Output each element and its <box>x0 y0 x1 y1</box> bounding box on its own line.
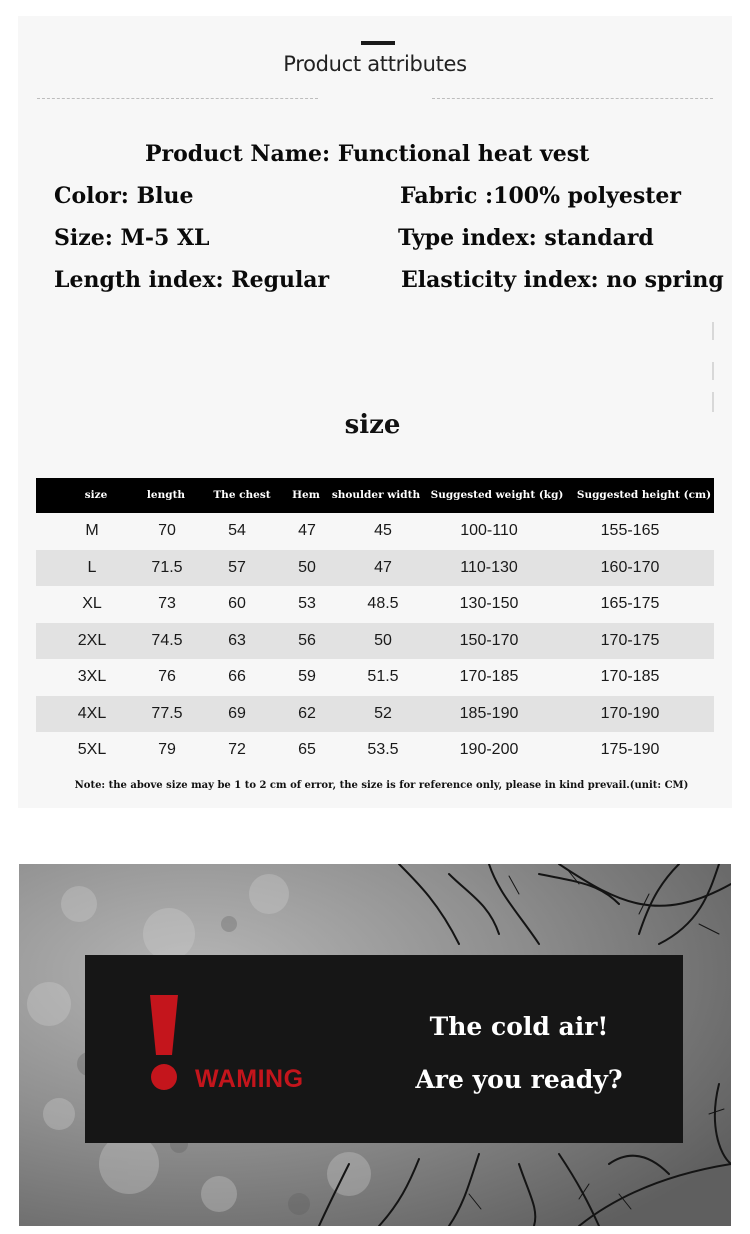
table-cell: 170-190 <box>600 704 660 722</box>
table-cell: 62 <box>298 704 316 722</box>
attr-fabric: Fabric :100% polyester <box>400 183 681 209</box>
table-cell: 52 <box>374 704 392 722</box>
table-row <box>36 586 714 623</box>
banner-subline: Are you ready? <box>415 1065 623 1094</box>
table-cell: 185-190 <box>459 704 519 722</box>
attr-size: Size: M-5 XL <box>54 225 210 251</box>
attr-elasticity-index: Elasticity index: no spring <box>401 267 724 293</box>
table-cell: 51.5 <box>367 668 399 685</box>
table-cell: L <box>87 558 97 576</box>
title-accent-bar <box>361 41 395 45</box>
table-cell: 65 <box>298 741 316 758</box>
table-cell: 175-190 <box>600 741 660 758</box>
table-row <box>36 732 714 769</box>
section-title: Product attributes <box>283 52 467 76</box>
divider-right <box>432 98 713 99</box>
table-cell: 48.5 <box>367 595 399 612</box>
warning-label: WAMING <box>195 1065 304 1093</box>
size-table <box>36 478 714 769</box>
attr-length-index: Length index: Regular <box>54 267 330 293</box>
banner-headline: The cold air! <box>429 1012 609 1041</box>
table-cell: 63 <box>228 631 246 649</box>
table-cell: 69 <box>228 704 246 722</box>
table-cell: 53 <box>298 595 316 612</box>
table-cell: M <box>85 522 99 539</box>
table-cell: 190-200 <box>459 741 519 758</box>
table-cell: 110-130 <box>460 558 518 576</box>
table-row <box>36 513 714 550</box>
table-cell: 130-150 <box>459 595 519 612</box>
table-cell: 79 <box>158 741 176 758</box>
edge-mark <box>712 392 714 412</box>
column-header: size <box>84 489 108 501</box>
edge-mark <box>712 322 714 340</box>
table-cell: 170-185 <box>600 668 660 685</box>
table-cell: 73 <box>158 595 176 612</box>
divider-left <box>37 98 318 99</box>
table-cell: 66 <box>228 668 246 685</box>
table-cell: 165-175 <box>600 595 660 612</box>
column-header: The chest <box>213 489 271 501</box>
table-cell: 45 <box>374 522 392 539</box>
table-row <box>36 623 714 660</box>
size-note: Note: the above size may be 1 to 2 cm of error, the size is for reference only, please in kind prevail.(unit: CM) <box>74 780 689 791</box>
column-header: Suggested height (cm) <box>576 489 712 501</box>
table-cell: 54 <box>228 522 246 539</box>
attr-type-index: Type index: standard <box>398 225 654 251</box>
table-cell: 47 <box>298 522 316 539</box>
column-header: shoulder width <box>331 489 421 501</box>
table-cell: 150-170 <box>459 631 519 649</box>
table-cell: 100-110 <box>460 522 518 539</box>
table-cell: 56 <box>298 631 316 649</box>
attr-color: Color: Blue <box>54 183 194 209</box>
table-cell: 5XL <box>77 741 107 758</box>
table-cell: XL <box>82 595 102 612</box>
table-cell: 170-185 <box>459 668 519 685</box>
table-cell: 50 <box>374 631 392 649</box>
table-cell: 4XL <box>77 704 107 722</box>
table-cell: 76 <box>158 668 176 685</box>
table-cell: 47 <box>374 558 392 576</box>
table-row <box>36 550 714 587</box>
product-name: Product Name: Functional heat vest <box>145 141 590 167</box>
size-table-header <box>36 478 714 513</box>
table-cell: 72 <box>228 741 246 758</box>
exclamation-icon <box>147 995 181 1091</box>
table-cell: 2XL <box>77 631 107 649</box>
column-header: Suggested weight (kg) <box>430 489 564 501</box>
table-cell: 71.5 <box>151 558 183 576</box>
table-row <box>36 696 714 733</box>
table-cell: 50 <box>298 558 316 576</box>
table-cell: 160-170 <box>600 558 660 576</box>
table-cell: 57 <box>228 558 246 576</box>
table-cell: 59 <box>298 668 316 685</box>
column-header: length <box>146 489 186 501</box>
table-cell: 170-175 <box>600 631 660 649</box>
edge-mark <box>712 362 714 380</box>
warning-box <box>85 955 683 1143</box>
column-header: Hem <box>292 489 320 501</box>
table-cell: 155-165 <box>600 522 660 539</box>
table-cell: 70 <box>158 522 176 539</box>
table-cell: 53.5 <box>367 741 399 758</box>
size-table-body <box>36 513 714 769</box>
table-cell: 60 <box>228 595 246 612</box>
table-cell: 77.5 <box>151 704 183 722</box>
table-cell: 3XL <box>77 668 107 685</box>
warning-banner <box>19 864 731 1226</box>
table-row <box>36 659 714 696</box>
table-cell: 74.5 <box>151 631 183 649</box>
size-chart-heading: size <box>344 410 401 440</box>
